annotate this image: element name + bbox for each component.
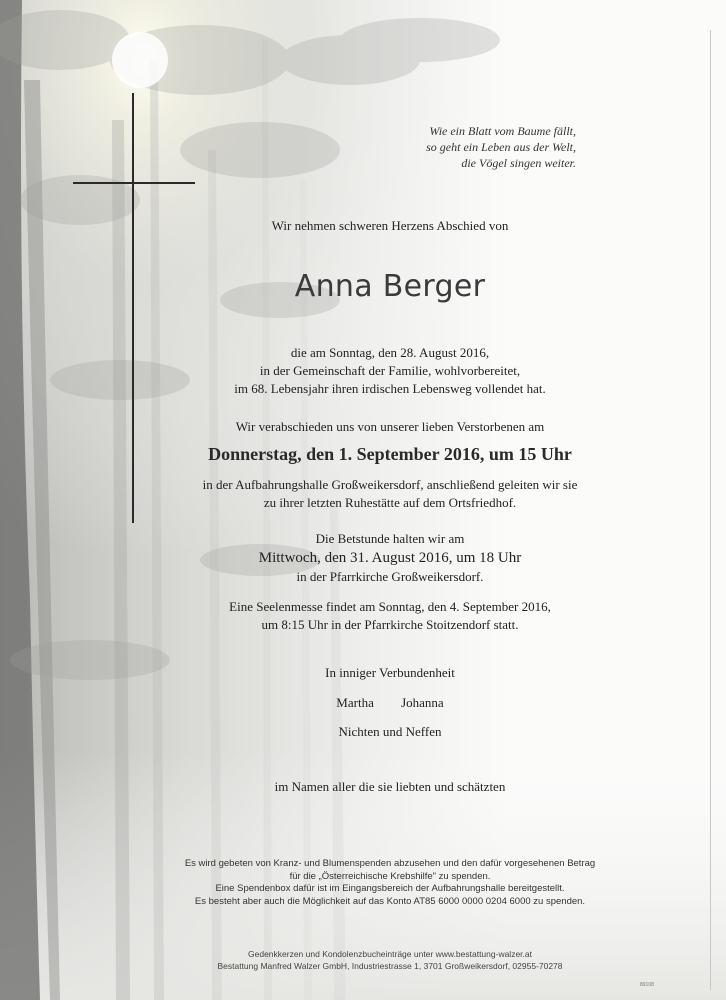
mourner-name: Martha [336, 695, 374, 710]
deceased-name: Anna Berger [294, 269, 486, 304]
cross-vertical-bar [132, 93, 134, 523]
death-info-line: die am Sonntag, den 28. August 2016, [290, 345, 490, 360]
donation-line: für die „Österreichische Krebshilfe" zu spenden. [289, 870, 491, 882]
funeral-place-line: zu ihrer letzten Ruhestätte auf dem Ortsfriedhof. [263, 495, 517, 510]
donation-line: Es wird gebeten von Kranz- und Blumenspenden abzusehen und den dafür vorgesehenen Betrag [184, 858, 596, 869]
cross-horizontal-bar [73, 182, 195, 184]
farewell-intro: Wir verabschieden uns von unserer lieben Verstorbenen am [235, 419, 545, 434]
print-code: 89108 [640, 982, 654, 988]
prayer-date: Mittwoch, den 31. August 2016, um 18 Uhr [258, 550, 522, 566]
death-info-line: im 68. Lebensjahr ihren irdischen Lebensweg vollendet hat. [234, 381, 546, 396]
poem-line: die Vögel singen weiter. [461, 156, 576, 170]
poem-line: so geht ein Leben aus der Welt, [426, 140, 576, 154]
prayer-place: in der Pfarrkirche Großweikersdorf. [296, 569, 484, 584]
funeral-date: Donnerstag, den 1. September 2016, um 15 Uhr [208, 444, 572, 464]
mass-line: um 8:15 Uhr in der Pfarrkirche Stoitzendorf statt. [261, 617, 519, 632]
relatives: Nichten und Neffen [338, 724, 442, 739]
footer-line: Gedenkkerzen und Kondolenzbucheinträge unter www.bestattung-walzer.at [248, 949, 532, 959]
prayer-intro: Die Betstunde halten wir am [315, 531, 465, 546]
donation-note [130, 858, 650, 908]
intro-text: Wir nehmen schweren Herzens Abschied von [271, 218, 509, 233]
poem-line: Wie ein Blatt vom Baume fällt, [429, 124, 576, 138]
mourner-name: Johanna [401, 695, 444, 710]
donation-line: Es besteht aber auch die Möglichkeit auf das Konto AT85 6000 0000 0204 6000 zu spenden. [194, 895, 586, 907]
undertaker-footer [160, 948, 620, 972]
all-loved-line: im Namen aller die sie liebten und schätzten [274, 779, 506, 794]
footer-line: Bestattung Manfred Walzer GmbH, Industriestrasse 1, 3701 Großweikersdorf, 02955-70278 [217, 961, 563, 971]
prayer-info [150, 530, 630, 586]
donation-line: Eine Spendenbox dafür ist im Eingangsbereich der Aufbahrungshalle bereitgestellt. [215, 883, 565, 894]
closing-phrase: In inniger Verbundenheit [325, 665, 455, 680]
mass-line: Eine Seelenmesse findet am Sonntag, den 4. September 2016, [229, 599, 551, 614]
death-info [150, 344, 630, 398]
funeral-place-line: in der Aufbahrungshalle Großweikersdorf, anschließend geleiten wir sie [202, 477, 578, 492]
death-info-line: in der Gemeinschaft der Familie, wohlvorbereitet, [259, 363, 521, 378]
poem [426, 123, 576, 171]
mourners [150, 695, 630, 711]
mass-info [150, 598, 630, 634]
funeral-place [150, 476, 630, 512]
right-border-line [710, 30, 711, 990]
